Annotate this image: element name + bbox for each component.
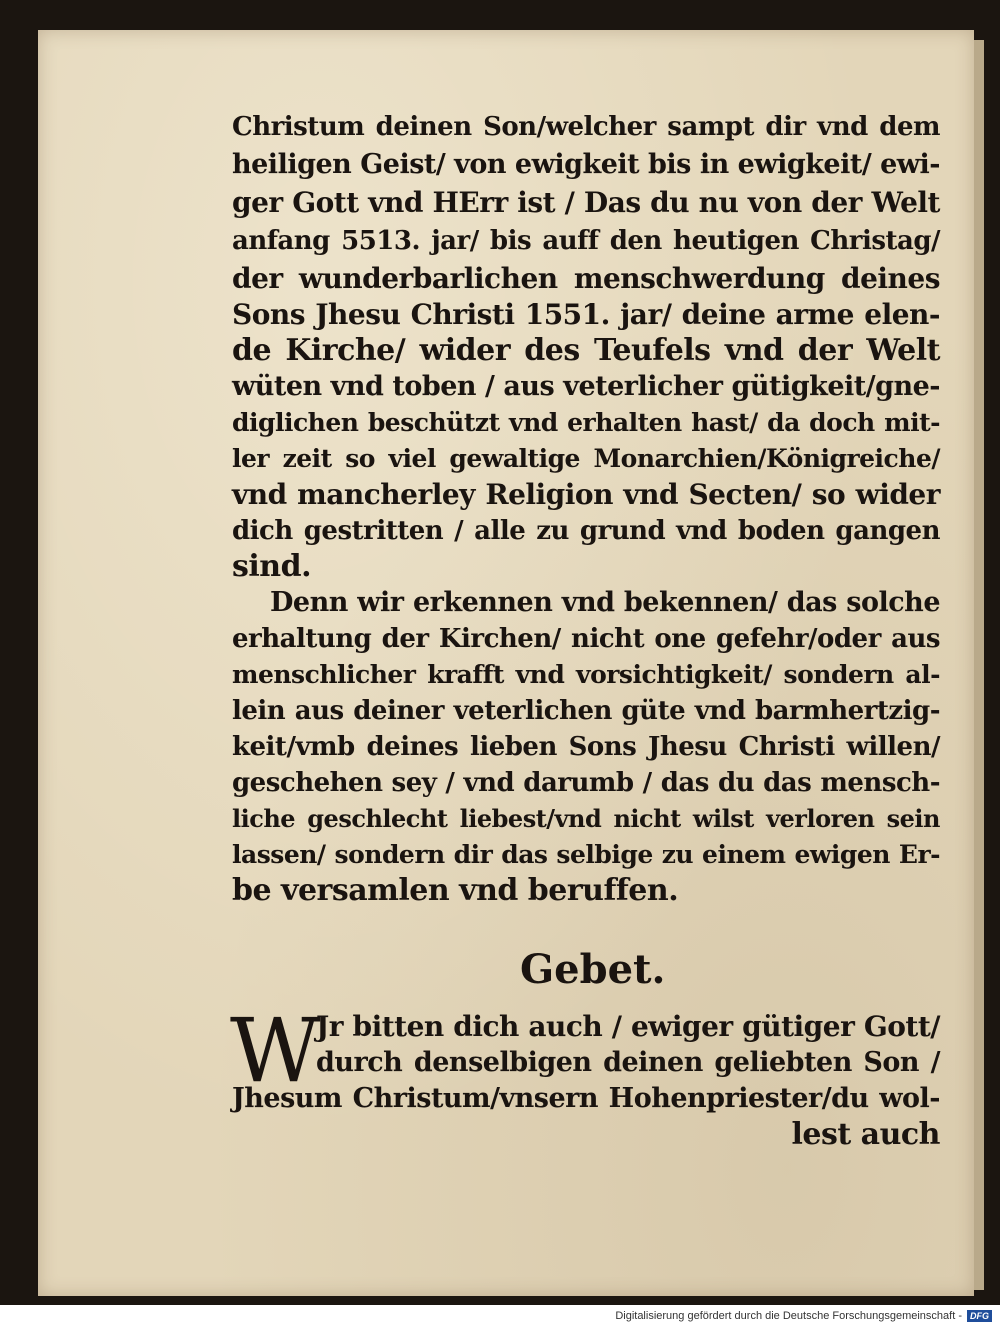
- text-line: dich gestritten / alle zu grund vnd boden gangen: [232, 516, 940, 546]
- catchword: lest auch: [791, 1117, 940, 1152]
- text-line: menschlicher krafft vnd vorsichtigkeit/ sondern al-: [232, 660, 940, 689]
- text-line: keit/vmb deines lieben Sons Jhesu Christi willen/: [232, 732, 940, 762]
- text-line: ger Gott vnd HErr ist / Das du nu von der Welt: [232, 186, 940, 219]
- text-line: vnd mancherley Religion vnd Secten/ so wider: [232, 478, 940, 511]
- drop-cap: W: [230, 999, 321, 1102]
- text-line: Jhesum Christum/vnsern Hohenpriester/du wol-: [232, 1083, 940, 1114]
- text-line: lassen/ sondern dir das selbige zu einem ewigen Er-: [232, 840, 940, 869]
- page-edge: [974, 40, 984, 1290]
- dfg-logo: DFG: [967, 1310, 992, 1322]
- funding-credit: Digitalisierung gefördert durch die Deutsche Forschungsgemeinschaft -: [615, 1310, 962, 1322]
- text-line: Jr bitten dich auch / ewiger gütiger Gott/: [316, 1010, 940, 1043]
- footer-bar: [0, 1305, 1000, 1327]
- text-line: geschehen sey / vnd darumb / das du das mensch-: [232, 768, 940, 798]
- text-line: Sons Jhesu Christi 1551. jar/ deine arme elen-: [232, 298, 940, 331]
- text-line: erhaltung der Kirchen/ nicht one gefehr/oder aus: [232, 624, 940, 654]
- text-line: der wunderbarlichen menschwerdung deines: [232, 262, 940, 295]
- text-line: wüten vnd toben / aus veterlicher gütigkeit/gne-: [232, 371, 940, 402]
- text-line: lein aus deiner veterlichen güte vnd barmhertzig-: [232, 696, 940, 726]
- text-line: anfang 5513. jar/ bis auff den heutigen Christag/: [232, 226, 940, 256]
- text-line: de Kirche/ wider des Teufels vnd der Welt: [232, 333, 940, 368]
- text-line: ler zeit so viel gewaltige Monarchien/Königreiche/: [232, 444, 940, 473]
- text-line: durch denselbigen deinen geliebten Son /: [316, 1047, 940, 1078]
- text-line: heiligen Geist/ von ewigkeit bis in ewigkeit/ ewi-: [232, 149, 940, 180]
- text-line: Christum deinen Son/welcher sampt dir vnd dem: [232, 112, 940, 142]
- text-line: diglichen beschützt vnd erhalten hast/ da doch mit-: [232, 408, 940, 437]
- section-heading: Gebet.: [520, 946, 666, 993]
- text-line: sind.: [232, 549, 312, 584]
- text-line: liche geschlecht liebest/vnd nicht wilst verloren sein: [232, 804, 940, 833]
- text-line: Denn wir erkennen vnd bekennen/ das solche: [270, 587, 940, 618]
- text-line: be versamlen vnd beruffen.: [232, 873, 679, 908]
